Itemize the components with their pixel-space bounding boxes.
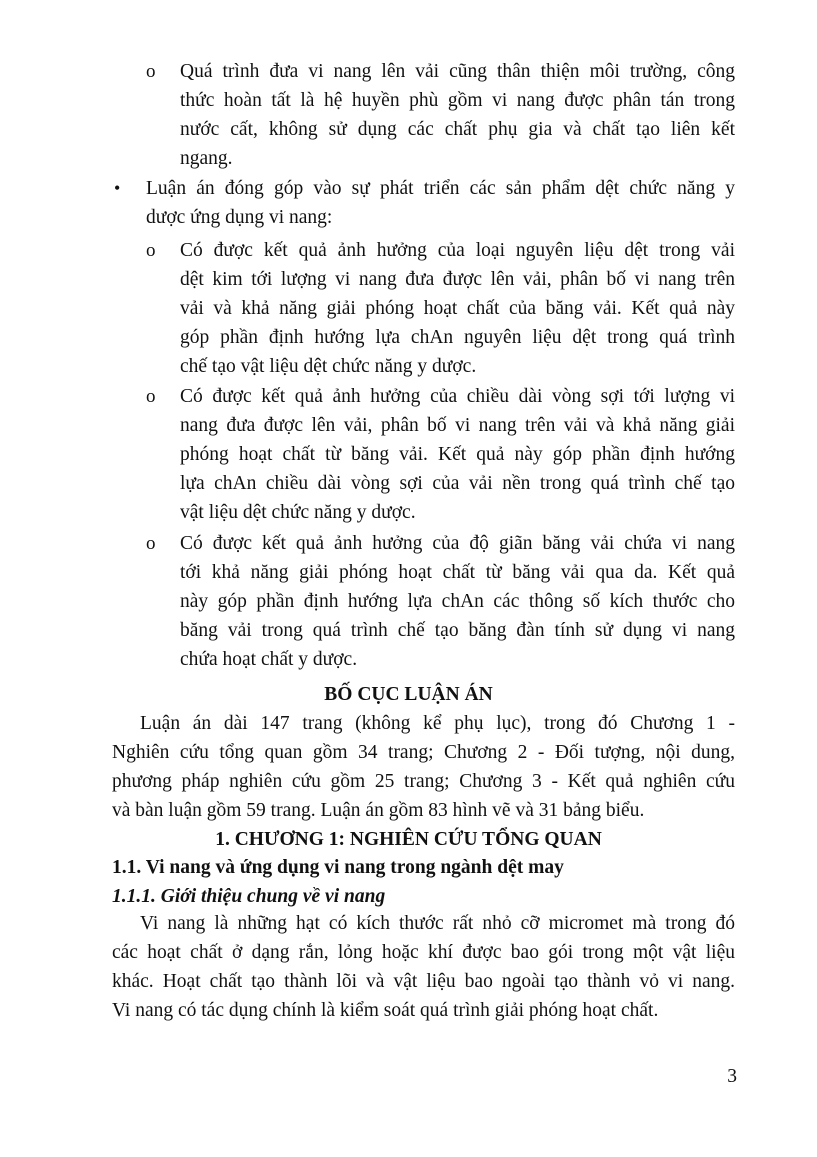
text-line: ngang. — [180, 148, 233, 169]
text-line: Luận án dài 147 trang (không kể phụ lục), trong đó Chương 1 - — [140, 713, 735, 734]
sub-bullet-marker: o — [146, 240, 156, 261]
text-line: và bàn luận gồm 59 trang. Luận án gồm 83 hình vẽ và 31 bảng biểu. — [112, 800, 645, 821]
text-line: Có được kết quả ảnh hưởng của độ giãn băng vải chứa vi nang — [180, 533, 735, 554]
text-line: tới khả năng giải phóng hoạt chất từ băng vải qua da. Kết quả — [180, 562, 735, 583]
text-line: vải và khả năng giải phóng hoạt chất của băng vải. Kết quả này — [180, 298, 735, 319]
text-line: Nghiên cứu tổng quan gồm 34 trang; Chương 2 - Đối tượng, nội dung, — [112, 742, 735, 763]
text-line: dược ứng dụng vi nang: — [146, 207, 333, 228]
layout-heading: BỐ CỤC LUẬN ÁN — [324, 684, 493, 705]
section-heading: 1.1. Vi nang và ứng dụng vi nang trong ngành dệt may — [112, 857, 564, 878]
text-line: Có được kết quả ảnh hưởng của chiều dài vòng sợi tới lượng vi — [180, 386, 735, 407]
subsection-heading: 1.1.1. Giới thiệu chung về vi nang — [112, 886, 386, 907]
text-line: vật liệu dệt chức năng y dược. — [180, 502, 416, 523]
sub-bullet-marker: o — [146, 386, 156, 407]
text-line: Vi nang có tác dụng chính là kiểm soát quá trình giải phóng hoạt chất. — [112, 1000, 659, 1021]
chapter-heading: 1. CHƯƠNG 1: NGHIÊN CỨU TỔNG QUAN — [215, 829, 602, 850]
text-line: Quá trình đưa vi nang lên vải cũng thân thiện môi trường, công — [180, 61, 735, 82]
text-line: dệt kim tới lượng vi nang đưa được lên vải, phân bố vi nang trên — [180, 269, 735, 290]
page-number: 3 — [727, 1066, 737, 1087]
text-line: phương pháp nghiên cứu gồm 25 trang; Chương 3 - Kết quả nghiên cứu — [112, 771, 735, 792]
text-line: các hoạt chất ở dạng rắn, lỏng hoặc khí được bao gói trong một vật liệu — [112, 942, 735, 963]
bullet-marker: • — [114, 178, 121, 198]
text-line: băng vải trong quá trình chế tạo băng đàn tính sử dụng vi nang — [180, 620, 735, 641]
text-line: chứa hoạt chất y dược. — [180, 649, 358, 670]
text-line: Vi nang là những hạt có kích thước rất nhỏ cỡ micromet mà trong đó — [140, 913, 735, 934]
text-line: chế tạo vật liệu dệt chức năng y dược. — [180, 356, 477, 377]
text-line: nước cất, không sử dụng các chất phụ gia và chất tạo liên kết — [180, 119, 735, 140]
text-line: Có được kết quả ảnh hưởng của loại nguyên liệu dệt trong vải — [180, 240, 735, 261]
text-line: phóng hoạt chất từ băng vải. Kết quả này góp phần định hướng — [180, 444, 735, 465]
text-line: Luận án đóng góp vào sự phát triển các sản phẩm dệt chức năng y — [146, 178, 735, 199]
text-line: góp phần định hướng lựa chAn nguyên liệu dệt trong quá trình — [180, 327, 735, 348]
text-line: lựa chAn chiều dài vòng sợi của vải nền trong quá trình chế tạo — [180, 473, 735, 494]
sub-bullet-marker: o — [146, 533, 156, 554]
sub-bullet-marker: o — [146, 61, 156, 82]
text-line: khác. Hoạt chất tạo thành lõi và vật liệu bao ngoài tạo thành vỏ vi nang. — [112, 971, 735, 992]
text-line: nang đưa được lên vải, phân bố vi nang trên vải và khả năng giải — [180, 415, 735, 436]
text-line: này góp phần định hướng lựa chAn các thông số kích thước cho — [180, 591, 735, 612]
text-line: thức hoàn tất là hệ huyền phù gồm vi nang được phân tán trong — [180, 90, 735, 111]
